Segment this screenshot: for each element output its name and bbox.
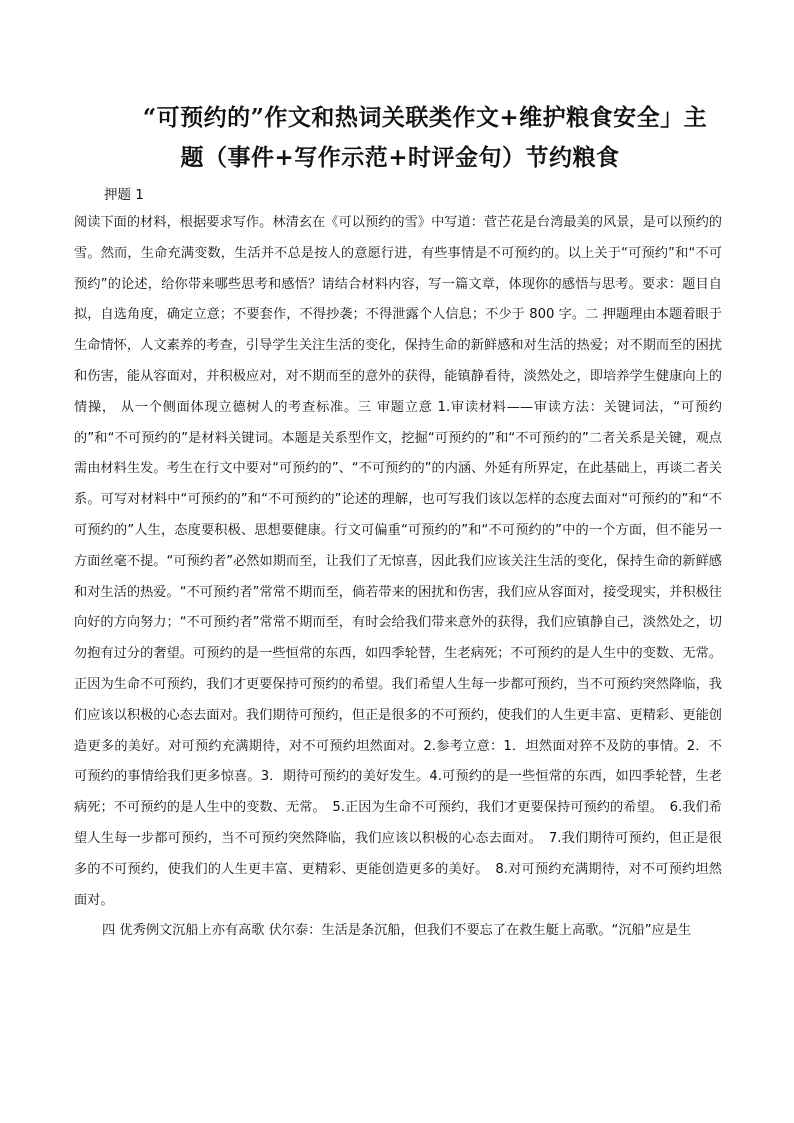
section-label: 押题 1 [104,187,144,203]
document-title [70,98,730,178]
title-line-2: 题（事件+写作示范+时评金句）节约粮食 [180,144,620,171]
document-body [74,208,722,947]
title-line-1: “可预约的”作文和热词关联类作文+维护粮食安全」主 [142,104,708,131]
body-paragraph-2: 四 优秀例文沉船上亦有高歌 伏尔泰：生活是条沉船，但我们不要忘了在救生艇上高歌。“沉船”应是生 [102,923,692,939]
body-paragraph-1: 阅读下面的材料，根据要求写作。林清玄在《可以预约的雪》中写道：菅芒花是台湾最美的风景，是可以预约的雪。然而，生命充满变数，生活并不总是按人的意愿行进，有些事情是不可预约的。以上关于“可预约”和“不可预约”的论述，给你带来哪些思考和感悟？请结合材料内容，写一篇文章，体现你的感悟与思考。要求：题目自拟，自选角度，确定立意；不要套作，不得抄袭；不得泄露个人信息；不少于 800 字。二 押题理由本题着眼于生命情怀，人文素养的考查，引导学生关注生活的变化，保持生命的新鲜感和对生活的热爱；对不期而至的困扰和伤害，能从容面对，并积极应对，对不期而至的意外的获得，能镇静看待，淡然处之，即培养学生健康向上的情操， 从一个侧面体现立德树人的考查标准。三 审题立意 1.审读材料——审读方法：关键词法，“可预约的”和“不可预约的”是材料关键词。本题是关系型作文，挖掘“可预约的”和“不可预约的”二者关系是关键，观点需由材料生发。考生在行文中要对“可预约的”、“不可预约的”的内涵、外延有所界定，在此基础上，再谈二者关系。可写对材料中“可预约的”和“不可预约的”论述的理解，也可写我们该以怎样的态度去面对“可预约的”和“不可预约的”人生，态度要积极、思想要健康。行文可偏重“可预约的”和“不可预约的”中的一个方面，但不能另一方面丝毫不提。“可预约者”必然如期而至，让我们了无惊喜，因此我们应该关注生活的变化，保持生命的新鲜感和对生活的热爱。“不可预约者”常常不期而至，倘若带来的困扰和伤害，我们应从容面对，接受现实，并积极往向好的方向努力；“不可预约者”常常不期而至，有时会给我们带来意外的获得，我们应镇静自己，淡然处之，切勿抱有过分的奢望。可预约的是一些恒常的东西，如四季轮替，生老病死；不可预约的是人生中的变数、无常。正因为生命不可预约，我们才更要保持可预约的希望。我们希望人生每一步都可预约，当不可预约突然降临，我们应该以积极的心态去面对。我们期待可预约，但正是很多的不可预约，使我们的人生更丰富、更精彩、更能创造更多的美好。对可预约充满期待，对不可预约坦然面对。2.参考立意：1．坦然面对猝不及防的事情。2．不可预约的事情给我们更多惊喜。3．期待可预约的美好发生。4.可预约的是一些恒常的东西，如四季轮替，生老病死；不可预约的是人生中的变数、无常。 5.正因为生命不可预约，我们才更要保持可预约的希望。 6.我们希望人生每一步都可预约，当不可预约突然降临，我们应该以积极的心态去面对。 7.我们期待可预约，但正是很多的不可预约，使我们的人生更丰富、更精彩、更能创造更多的美好。 8.对可预约充满期待，对不可预约坦然面对。 [74,215,722,908]
